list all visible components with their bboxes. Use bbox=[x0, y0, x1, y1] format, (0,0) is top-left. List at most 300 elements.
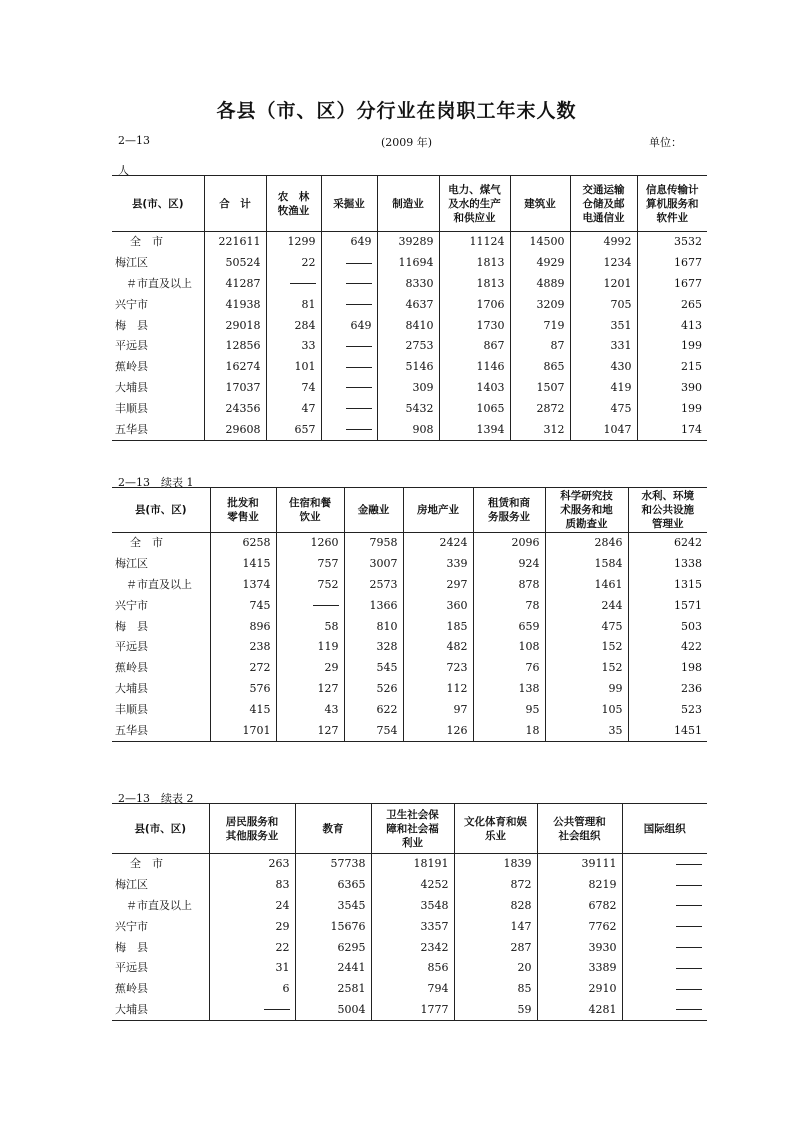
cell-value: 1403 bbox=[439, 378, 510, 399]
cell-value: 622 bbox=[344, 699, 403, 720]
region-name: 梅江区 bbox=[115, 878, 148, 892]
cell-value: 85 bbox=[454, 979, 537, 1000]
table-row bbox=[112, 378, 707, 399]
empty-value-dash bbox=[622, 916, 707, 937]
cell-value: 3532 bbox=[637, 232, 707, 253]
table-row bbox=[112, 937, 707, 958]
cell-value: 126 bbox=[403, 720, 473, 741]
table-row bbox=[112, 232, 707, 253]
cell-value: 22 bbox=[266, 253, 321, 274]
cell-value: 5432 bbox=[377, 398, 439, 419]
region-name: 兴宁市 bbox=[115, 297, 148, 311]
cell-value: 2441 bbox=[295, 958, 371, 979]
cell-value: 33 bbox=[266, 336, 321, 357]
column-header: 教育 bbox=[295, 804, 371, 854]
cell-value: 810 bbox=[344, 616, 403, 637]
cell-value: 272 bbox=[210, 658, 276, 679]
cell-value: 752 bbox=[276, 575, 344, 596]
cell-value: 1315 bbox=[628, 575, 707, 596]
table-continued-1 bbox=[112, 487, 707, 742]
cell-value: 2753 bbox=[377, 336, 439, 357]
cell-value: 4252 bbox=[371, 875, 454, 896]
cell-value: 29608 bbox=[204, 419, 266, 440]
dash-mark bbox=[676, 968, 702, 969]
cell-value: 576 bbox=[210, 679, 276, 700]
table-row bbox=[112, 699, 707, 720]
cell-value: 2342 bbox=[371, 937, 454, 958]
cell-value: 7958 bbox=[344, 533, 403, 554]
column-header: 县(市、区) bbox=[112, 488, 210, 533]
table-row bbox=[112, 979, 707, 1000]
cell-value: 2846 bbox=[545, 533, 628, 554]
cell-value: 2581 bbox=[295, 979, 371, 1000]
cell-value: 1047 bbox=[570, 419, 637, 440]
dash-mark bbox=[676, 926, 702, 927]
cell-value: 14500 bbox=[510, 232, 570, 253]
cell-value: 221611 bbox=[204, 232, 266, 253]
column-header: 农 林 牧渔业 bbox=[266, 176, 321, 232]
region-name: ＃市直及以上 bbox=[126, 577, 192, 591]
cell-value: 16274 bbox=[204, 357, 266, 378]
cell-value: 57738 bbox=[295, 854, 371, 875]
cell-value: 198 bbox=[628, 658, 707, 679]
cell-value: 1234 bbox=[570, 253, 637, 274]
cell-value: 3357 bbox=[371, 916, 454, 937]
cell-value: 15676 bbox=[295, 916, 371, 937]
empty-value-dash bbox=[321, 253, 377, 274]
cell-value: 4281 bbox=[537, 1000, 622, 1021]
region-name: 大埔县 bbox=[112, 1000, 209, 1021]
cell-value: 1706 bbox=[439, 294, 510, 315]
cell-value: 865 bbox=[510, 357, 570, 378]
region-name: 全 市 bbox=[130, 536, 163, 550]
region-name: 五华县 bbox=[112, 419, 204, 440]
cell-value: 1461 bbox=[545, 575, 628, 596]
cell-value: 105 bbox=[545, 699, 628, 720]
cell-value: 6 bbox=[209, 979, 295, 1000]
cell-value: 24 bbox=[209, 896, 295, 917]
region-name: 兴宁市 bbox=[115, 598, 148, 612]
empty-value-dash bbox=[266, 274, 321, 295]
cell-value: 58 bbox=[276, 616, 344, 637]
unit-label: 单位： bbox=[649, 136, 682, 149]
cell-value: 95 bbox=[473, 699, 545, 720]
cell-value: 74 bbox=[266, 378, 321, 399]
column-header: 合 计 bbox=[204, 176, 266, 232]
table-row bbox=[112, 315, 707, 336]
cell-value: 76 bbox=[473, 658, 545, 679]
table-row bbox=[112, 357, 707, 378]
table-row bbox=[112, 854, 707, 875]
empty-value-dash bbox=[321, 419, 377, 440]
cell-value: 422 bbox=[628, 637, 707, 658]
cell-value: 5004 bbox=[295, 1000, 371, 1021]
cell-value: 127 bbox=[276, 720, 344, 741]
cell-value: 754 bbox=[344, 720, 403, 741]
cell-value: 1394 bbox=[439, 419, 510, 440]
cell-value: 1677 bbox=[637, 253, 707, 274]
cell-value: 263 bbox=[209, 854, 295, 875]
table-continued-1-caption: 2—13 续表 1 bbox=[118, 476, 194, 489]
cell-value: 3007 bbox=[344, 554, 403, 575]
cell-value: 1146 bbox=[439, 357, 510, 378]
cell-value: 4992 bbox=[570, 232, 637, 253]
cell-value: 430 bbox=[570, 357, 637, 378]
cell-value: 6365 bbox=[295, 875, 371, 896]
cell-value: 723 bbox=[403, 658, 473, 679]
cell-value: 419 bbox=[570, 378, 637, 399]
cell-value: 2573 bbox=[344, 575, 403, 596]
cell-value: 351 bbox=[570, 315, 637, 336]
table-row bbox=[112, 637, 707, 658]
region-name: 丰顺县 bbox=[115, 401, 148, 415]
column-header: 批发和 零售业 bbox=[210, 488, 276, 533]
cell-value: 244 bbox=[545, 595, 628, 616]
cell-value: 185 bbox=[403, 616, 473, 637]
table-row bbox=[112, 958, 707, 979]
cell-value: 50524 bbox=[204, 253, 266, 274]
cell-value: 83 bbox=[209, 875, 295, 896]
cell-value: 24356 bbox=[204, 398, 266, 419]
dash-mark bbox=[676, 864, 702, 865]
cell-value: 1415 bbox=[210, 554, 276, 575]
column-header: 国际组织 bbox=[622, 804, 707, 854]
cell-value: 482 bbox=[403, 637, 473, 658]
cell-value: 1451 bbox=[628, 720, 707, 741]
cell-value: 3209 bbox=[510, 294, 570, 315]
column-header: 居民服务和 其他服务业 bbox=[209, 804, 295, 854]
cell-value: 199 bbox=[637, 336, 707, 357]
table-row bbox=[112, 875, 707, 896]
cell-value: 545 bbox=[344, 658, 403, 679]
cell-value: 659 bbox=[473, 616, 545, 637]
cell-value: 908 bbox=[377, 419, 439, 440]
empty-value-dash bbox=[321, 336, 377, 357]
region-name: 平远县 bbox=[115, 961, 148, 975]
empty-value-dash bbox=[622, 937, 707, 958]
cell-value: 649 bbox=[321, 232, 377, 253]
cell-value: 1374 bbox=[210, 575, 276, 596]
table-continued-2 bbox=[112, 803, 707, 1021]
cell-value: 174 bbox=[637, 419, 707, 440]
region-name: 丰顺县 bbox=[115, 702, 148, 716]
dash-mark bbox=[676, 989, 702, 990]
cell-value: 112 bbox=[403, 679, 473, 700]
cell-value: 265 bbox=[637, 294, 707, 315]
cell-value: 328 bbox=[344, 637, 403, 658]
dash-mark bbox=[346, 304, 372, 305]
column-header: 租赁和商 务服务业 bbox=[473, 488, 545, 533]
cell-value: 896 bbox=[210, 616, 276, 637]
dash-mark bbox=[346, 283, 372, 284]
column-header: 水利、环境 和公共设施 管理业 bbox=[628, 488, 707, 533]
cell-value: 6242 bbox=[628, 533, 707, 554]
region-name: 梅 县 bbox=[115, 940, 148, 954]
cell-value: 331 bbox=[570, 336, 637, 357]
cell-value: 526 bbox=[344, 679, 403, 700]
table-row bbox=[112, 916, 707, 937]
column-header: 采掘业 bbox=[321, 176, 377, 232]
region-name: 兴宁市 bbox=[115, 919, 148, 933]
cell-value: 1366 bbox=[344, 595, 403, 616]
cell-value: 17037 bbox=[204, 378, 266, 399]
region-name: 大埔县 bbox=[115, 681, 148, 695]
cell-value: 1839 bbox=[454, 854, 537, 875]
cell-value: 7762 bbox=[537, 916, 622, 937]
cell-value: 390 bbox=[637, 378, 707, 399]
table-row bbox=[112, 595, 707, 616]
cell-value: 6258 bbox=[210, 533, 276, 554]
table-row bbox=[112, 720, 707, 741]
empty-value-dash bbox=[622, 896, 707, 917]
table-row bbox=[112, 554, 707, 575]
cell-value: 4929 bbox=[510, 253, 570, 274]
cell-value: 119 bbox=[276, 637, 344, 658]
dash-mark bbox=[346, 346, 372, 347]
cell-value: 719 bbox=[510, 315, 570, 336]
region-name: ＃市直及以上 bbox=[126, 898, 192, 912]
cell-value: 11694 bbox=[377, 253, 439, 274]
cell-value: 81 bbox=[266, 294, 321, 315]
cell-value: 867 bbox=[439, 336, 510, 357]
dash-mark bbox=[313, 605, 339, 606]
empty-value-dash bbox=[321, 398, 377, 419]
cell-value: 1507 bbox=[510, 378, 570, 399]
cell-value: 18191 bbox=[371, 854, 454, 875]
region-name: 蕉岭县 bbox=[115, 360, 148, 374]
table-row bbox=[112, 575, 707, 596]
cell-value: 1065 bbox=[439, 398, 510, 419]
cell-value: 1260 bbox=[276, 533, 344, 554]
table-row bbox=[112, 336, 707, 357]
cell-value: 6295 bbox=[295, 937, 371, 958]
cell-value: 828 bbox=[454, 896, 537, 917]
cell-value: 287 bbox=[454, 937, 537, 958]
cell-value: 39289 bbox=[377, 232, 439, 253]
cell-value: 35 bbox=[545, 720, 628, 741]
cell-value: 475 bbox=[570, 398, 637, 419]
region-name: 梅 县 bbox=[115, 619, 148, 633]
cell-value: 6782 bbox=[537, 896, 622, 917]
column-header: 卫生社会保 障和社会福 利业 bbox=[371, 804, 454, 854]
empty-value-dash bbox=[276, 595, 344, 616]
table-row bbox=[112, 679, 707, 700]
column-header: 县(市、区) bbox=[112, 176, 204, 232]
cell-value: 745 bbox=[210, 595, 276, 616]
column-header: 交通运输 仓储及邮 电通信业 bbox=[570, 176, 637, 232]
cell-value: 199 bbox=[637, 398, 707, 419]
table-row bbox=[112, 398, 707, 419]
cell-value: 339 bbox=[403, 554, 473, 575]
cell-value: 1571 bbox=[628, 595, 707, 616]
cell-value: 649 bbox=[321, 315, 377, 336]
dash-mark bbox=[346, 387, 372, 388]
region-name: 平远县 bbox=[115, 339, 148, 353]
column-header: 公共管理和 社会组织 bbox=[537, 804, 622, 854]
cell-value: 41287 bbox=[204, 274, 266, 295]
empty-value-dash bbox=[209, 1000, 295, 1021]
cell-value: 1813 bbox=[439, 253, 510, 274]
cell-value: 29 bbox=[209, 916, 295, 937]
cell-value: 5146 bbox=[377, 357, 439, 378]
column-header: 文化体育和娱 乐业 bbox=[454, 804, 537, 854]
empty-value-dash bbox=[321, 294, 377, 315]
empty-value-dash bbox=[622, 854, 707, 875]
dash-mark bbox=[346, 367, 372, 368]
region-name: 梅 县 bbox=[115, 318, 148, 332]
region-name: 梅江区 bbox=[115, 256, 148, 270]
cell-value: 43 bbox=[276, 699, 344, 720]
cell-value: 794 bbox=[371, 979, 454, 1000]
year-label: (2009 年) bbox=[381, 136, 433, 149]
column-header: 县(市、区) bbox=[112, 804, 209, 854]
empty-value-dash bbox=[321, 357, 377, 378]
cell-value: 41938 bbox=[204, 294, 266, 315]
cell-value: 97 bbox=[403, 699, 473, 720]
cell-value: 47 bbox=[266, 398, 321, 419]
table-row bbox=[112, 658, 707, 679]
dash-mark bbox=[290, 283, 316, 284]
cell-value: 101 bbox=[266, 357, 321, 378]
cell-value: 20 bbox=[454, 958, 537, 979]
region-name: 蕉岭县 bbox=[115, 982, 148, 996]
cell-value: 284 bbox=[266, 315, 321, 336]
region-name: 蕉岭县 bbox=[115, 661, 148, 675]
table-continued-2-caption: 2—13 续表 2 bbox=[118, 792, 194, 805]
column-header: 科学研究技 术服务和地 质勘查业 bbox=[545, 488, 628, 533]
cell-value: 99 bbox=[545, 679, 628, 700]
cell-value: 238 bbox=[210, 637, 276, 658]
cell-value: 87 bbox=[510, 336, 570, 357]
cell-value: 856 bbox=[371, 958, 454, 979]
cell-value: 4889 bbox=[510, 274, 570, 295]
cell-value: 29018 bbox=[204, 315, 266, 336]
table-row bbox=[112, 616, 707, 637]
cell-value: 12856 bbox=[204, 336, 266, 357]
unit-value: 人 bbox=[118, 164, 129, 177]
cell-value: 2872 bbox=[510, 398, 570, 419]
cell-value: 8219 bbox=[537, 875, 622, 896]
cell-value: 108 bbox=[473, 637, 545, 658]
cell-value: 138 bbox=[473, 679, 545, 700]
dash-mark bbox=[346, 408, 372, 409]
cell-value: 11124 bbox=[439, 232, 510, 253]
cell-value: 39111 bbox=[537, 854, 622, 875]
table-row bbox=[112, 294, 707, 315]
cell-value: 1730 bbox=[439, 315, 510, 336]
cell-value: 29 bbox=[276, 658, 344, 679]
region-name: 全 市 bbox=[130, 857, 163, 871]
cell-value: 2424 bbox=[403, 533, 473, 554]
cell-value: 215 bbox=[637, 357, 707, 378]
cell-value: 657 bbox=[266, 419, 321, 440]
empty-value-dash bbox=[622, 1000, 707, 1021]
cell-value: 2096 bbox=[473, 533, 545, 554]
cell-value: 236 bbox=[628, 679, 707, 700]
cell-value: 309 bbox=[377, 378, 439, 399]
region-name: 全 市 bbox=[130, 235, 163, 249]
cell-value: 3930 bbox=[537, 937, 622, 958]
cell-value: 3548 bbox=[371, 896, 454, 917]
table-row bbox=[112, 419, 707, 440]
cell-value: 475 bbox=[545, 616, 628, 637]
column-header: 房地产业 bbox=[403, 488, 473, 533]
page-title: 各县（市、区）分行业在岗职工年末人数 bbox=[216, 100, 577, 122]
region-name: 大埔县 bbox=[115, 380, 148, 394]
cell-value: 1338 bbox=[628, 554, 707, 575]
cell-value: 1813 bbox=[439, 274, 510, 295]
table-row bbox=[112, 533, 707, 554]
table-main bbox=[112, 175, 707, 441]
cell-value: 78 bbox=[473, 595, 545, 616]
dash-mark bbox=[676, 885, 702, 886]
table-row bbox=[112, 1000, 707, 1021]
dash-mark bbox=[676, 905, 702, 906]
column-header: 建筑业 bbox=[510, 176, 570, 232]
table-row bbox=[112, 253, 707, 274]
cell-value: 3545 bbox=[295, 896, 371, 917]
table-row bbox=[112, 896, 707, 917]
cell-value: 152 bbox=[545, 658, 628, 679]
cell-value: 705 bbox=[570, 294, 637, 315]
cell-value: 59 bbox=[454, 1000, 537, 1021]
cell-value: 31 bbox=[209, 958, 295, 979]
region-name: 平远县 bbox=[115, 640, 148, 654]
empty-value-dash bbox=[622, 875, 707, 896]
cell-value: 503 bbox=[628, 616, 707, 637]
cell-value: 312 bbox=[510, 419, 570, 440]
cell-value: 22 bbox=[209, 937, 295, 958]
column-header: 信息传输计 算机服务和 软件业 bbox=[637, 176, 707, 232]
cell-value: 1201 bbox=[570, 274, 637, 295]
cell-value: 1701 bbox=[210, 720, 276, 741]
dash-mark bbox=[676, 1009, 702, 1010]
column-header: 电力、煤气 及水的生产 和供应业 bbox=[439, 176, 510, 232]
dash-mark bbox=[346, 429, 372, 430]
cell-value: 152 bbox=[545, 637, 628, 658]
dash-mark bbox=[346, 263, 372, 264]
cell-value: 924 bbox=[473, 554, 545, 575]
cell-value: 1777 bbox=[371, 1000, 454, 1021]
cell-value: 18 bbox=[473, 720, 545, 741]
column-header: 金融业 bbox=[344, 488, 403, 533]
dash-mark bbox=[264, 1009, 290, 1010]
cell-value: 878 bbox=[473, 575, 545, 596]
table-number: 2—13 bbox=[118, 134, 150, 147]
cell-value: 523 bbox=[628, 699, 707, 720]
cell-value: 3389 bbox=[537, 958, 622, 979]
cell-value: 1299 bbox=[266, 232, 321, 253]
cell-value: 1677 bbox=[637, 274, 707, 295]
cell-value: 360 bbox=[403, 595, 473, 616]
cell-value: 147 bbox=[454, 916, 537, 937]
empty-value-dash bbox=[321, 274, 377, 295]
cell-value: 2910 bbox=[537, 979, 622, 1000]
column-header: 住宿和餐 饮业 bbox=[276, 488, 344, 533]
empty-value-dash bbox=[622, 979, 707, 1000]
cell-value: 8330 bbox=[377, 274, 439, 295]
region-name: 五华县 bbox=[112, 720, 210, 741]
cell-value: 127 bbox=[276, 679, 344, 700]
region-name: 梅江区 bbox=[115, 557, 148, 571]
column-header: 制造业 bbox=[377, 176, 439, 232]
cell-value: 415 bbox=[210, 699, 276, 720]
empty-value-dash bbox=[622, 958, 707, 979]
region-name: ＃市直及以上 bbox=[126, 276, 192, 290]
table-row bbox=[112, 274, 707, 295]
empty-value-dash bbox=[321, 378, 377, 399]
cell-value: 757 bbox=[276, 554, 344, 575]
